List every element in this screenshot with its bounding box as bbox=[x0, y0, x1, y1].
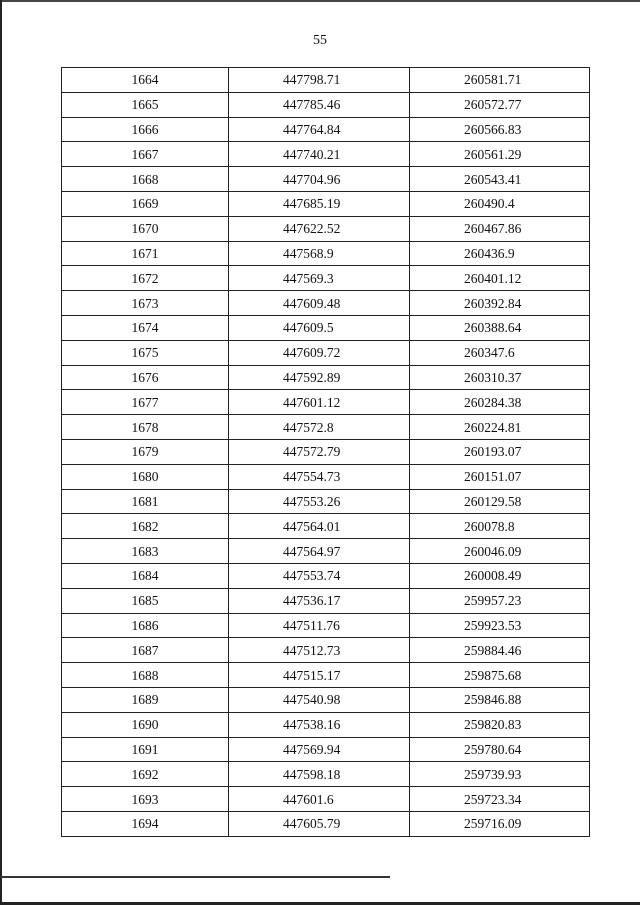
y-coordinate-cell: 260490.4 bbox=[410, 191, 590, 216]
x-coordinate-cell: 447622.52 bbox=[229, 216, 410, 241]
x-coordinate-cell: 447592.89 bbox=[229, 365, 410, 390]
table-row bbox=[62, 340, 590, 365]
point-number-cell: 1680 bbox=[62, 464, 229, 489]
x-coordinate-cell: 447572.79 bbox=[229, 439, 410, 464]
y-coordinate-cell: 260224.81 bbox=[410, 415, 590, 440]
x-coordinate-cell: 447798.71 bbox=[229, 68, 410, 93]
table-row bbox=[62, 539, 590, 564]
x-coordinate-cell: 447569.3 bbox=[229, 266, 410, 291]
x-coordinate-cell: 447740.21 bbox=[229, 142, 410, 167]
y-coordinate-cell: 260078.8 bbox=[410, 514, 590, 539]
point-number-cell: 1673 bbox=[62, 291, 229, 316]
table-row bbox=[62, 390, 590, 415]
point-number-cell: 1664 bbox=[62, 68, 229, 93]
x-coordinate-cell: 447553.26 bbox=[229, 489, 410, 514]
scan-edge-top bbox=[0, 0, 640, 2]
x-coordinate-cell: 447569.94 bbox=[229, 737, 410, 762]
table-row bbox=[62, 588, 590, 613]
x-coordinate-cell: 447512.73 bbox=[229, 638, 410, 663]
point-number-cell: 1674 bbox=[62, 315, 229, 340]
point-number-cell: 1681 bbox=[62, 489, 229, 514]
x-coordinate-cell: 447536.17 bbox=[229, 588, 410, 613]
x-coordinate-cell: 447553.74 bbox=[229, 563, 410, 588]
page-number: 55 bbox=[313, 33, 327, 48]
y-coordinate-cell: 259739.93 bbox=[410, 762, 590, 787]
table-row bbox=[62, 241, 590, 266]
y-coordinate-cell: 259957.23 bbox=[410, 588, 590, 613]
table-row bbox=[62, 191, 590, 216]
y-coordinate-cell: 260388.64 bbox=[410, 315, 590, 340]
y-coordinate-cell: 259820.83 bbox=[410, 712, 590, 737]
point-number-cell: 1669 bbox=[62, 191, 229, 216]
point-number-cell: 1687 bbox=[62, 638, 229, 663]
x-coordinate-cell: 447609.5 bbox=[229, 315, 410, 340]
y-coordinate-cell: 259716.09 bbox=[410, 811, 590, 836]
y-coordinate-cell: 260581.71 bbox=[410, 68, 590, 93]
x-coordinate-cell: 447601.12 bbox=[229, 390, 410, 415]
point-number-cell: 1685 bbox=[62, 588, 229, 613]
scan-edge-left bbox=[0, 0, 2, 905]
table-row bbox=[62, 117, 590, 142]
x-coordinate-cell: 447572.8 bbox=[229, 415, 410, 440]
x-coordinate-cell: 447538.16 bbox=[229, 712, 410, 737]
y-coordinate-cell: 260193.07 bbox=[410, 439, 590, 464]
table-row bbox=[62, 266, 590, 291]
y-coordinate-cell: 260008.49 bbox=[410, 563, 590, 588]
point-number-cell: 1683 bbox=[62, 539, 229, 564]
y-coordinate-cell: 259884.46 bbox=[410, 638, 590, 663]
y-coordinate-cell: 259923.53 bbox=[410, 613, 590, 638]
table-row bbox=[62, 92, 590, 117]
x-coordinate-cell: 447609.48 bbox=[229, 291, 410, 316]
point-number-cell: 1676 bbox=[62, 365, 229, 390]
y-coordinate-cell: 260392.84 bbox=[410, 291, 590, 316]
table-row bbox=[62, 613, 590, 638]
point-number-cell: 1670 bbox=[62, 216, 229, 241]
y-coordinate-cell: 260436.9 bbox=[410, 241, 590, 266]
x-coordinate-cell: 447515.17 bbox=[229, 663, 410, 688]
table-row bbox=[62, 315, 590, 340]
table-row bbox=[62, 787, 590, 812]
point-number-cell: 1692 bbox=[62, 762, 229, 787]
point-number-cell: 1690 bbox=[62, 712, 229, 737]
table-row bbox=[62, 811, 590, 836]
y-coordinate-cell: 260543.41 bbox=[410, 167, 590, 192]
y-coordinate-cell: 259875.68 bbox=[410, 663, 590, 688]
point-number-cell: 1678 bbox=[62, 415, 229, 440]
table-row bbox=[62, 415, 590, 440]
table-row bbox=[62, 514, 590, 539]
point-number-cell: 1675 bbox=[62, 340, 229, 365]
y-coordinate-cell: 260401.12 bbox=[410, 266, 590, 291]
y-coordinate-cell: 260572.77 bbox=[410, 92, 590, 117]
point-number-cell: 1679 bbox=[62, 439, 229, 464]
table-row bbox=[62, 762, 590, 787]
y-coordinate-cell: 260151.07 bbox=[410, 464, 590, 489]
point-number-cell: 1684 bbox=[62, 563, 229, 588]
x-coordinate-cell: 447511.76 bbox=[229, 613, 410, 638]
x-coordinate-cell: 447554.73 bbox=[229, 464, 410, 489]
table-row bbox=[62, 489, 590, 514]
x-coordinate-cell: 447685.19 bbox=[229, 191, 410, 216]
x-coordinate-cell: 447785.46 bbox=[229, 92, 410, 117]
point-number-cell: 1688 bbox=[62, 663, 229, 688]
y-coordinate-cell: 260467.86 bbox=[410, 216, 590, 241]
point-number-cell: 1667 bbox=[62, 142, 229, 167]
y-coordinate-cell: 260566.83 bbox=[410, 117, 590, 142]
table-row bbox=[62, 563, 590, 588]
table-row bbox=[62, 68, 590, 93]
coordinates-table-body bbox=[62, 68, 590, 837]
scan-line-bottom bbox=[0, 876, 390, 878]
x-coordinate-cell: 447540.98 bbox=[229, 687, 410, 712]
point-number-cell: 1672 bbox=[62, 266, 229, 291]
x-coordinate-cell: 447564.01 bbox=[229, 514, 410, 539]
table-row bbox=[62, 439, 590, 464]
x-coordinate-cell: 447601.6 bbox=[229, 787, 410, 812]
point-number-cell: 1694 bbox=[62, 811, 229, 836]
x-coordinate-cell: 447598.18 bbox=[229, 762, 410, 787]
point-number-cell: 1665 bbox=[62, 92, 229, 117]
point-number-cell: 1668 bbox=[62, 167, 229, 192]
table-row bbox=[62, 712, 590, 737]
point-number-cell: 1689 bbox=[62, 687, 229, 712]
y-coordinate-cell: 259846.88 bbox=[410, 687, 590, 712]
table-row bbox=[62, 464, 590, 489]
coordinates-table bbox=[61, 67, 590, 837]
point-number-cell: 1666 bbox=[62, 117, 229, 142]
table-row bbox=[62, 216, 590, 241]
y-coordinate-cell: 260129.58 bbox=[410, 489, 590, 514]
x-coordinate-cell: 447568.9 bbox=[229, 241, 410, 266]
y-coordinate-cell: 260046.09 bbox=[410, 539, 590, 564]
table-row bbox=[62, 365, 590, 390]
point-number-cell: 1671 bbox=[62, 241, 229, 266]
point-number-cell: 1682 bbox=[62, 514, 229, 539]
table-row bbox=[62, 737, 590, 762]
x-coordinate-cell: 447605.79 bbox=[229, 811, 410, 836]
point-number-cell: 1686 bbox=[62, 613, 229, 638]
table-row bbox=[62, 142, 590, 167]
table-row bbox=[62, 638, 590, 663]
y-coordinate-cell: 259723.34 bbox=[410, 787, 590, 812]
table-row bbox=[62, 687, 590, 712]
x-coordinate-cell: 447704.96 bbox=[229, 167, 410, 192]
table-row bbox=[62, 663, 590, 688]
y-coordinate-cell: 260310.37 bbox=[410, 365, 590, 390]
y-coordinate-cell: 260347.6 bbox=[410, 340, 590, 365]
table-row bbox=[62, 167, 590, 192]
point-number-cell: 1691 bbox=[62, 737, 229, 762]
y-coordinate-cell: 259780.64 bbox=[410, 737, 590, 762]
x-coordinate-cell: 447609.72 bbox=[229, 340, 410, 365]
y-coordinate-cell: 260561.29 bbox=[410, 142, 590, 167]
table-row bbox=[62, 291, 590, 316]
y-coordinate-cell: 260284.38 bbox=[410, 390, 590, 415]
point-number-cell: 1677 bbox=[62, 390, 229, 415]
x-coordinate-cell: 447764.84 bbox=[229, 117, 410, 142]
x-coordinate-cell: 447564.97 bbox=[229, 539, 410, 564]
point-number-cell: 1693 bbox=[62, 787, 229, 812]
